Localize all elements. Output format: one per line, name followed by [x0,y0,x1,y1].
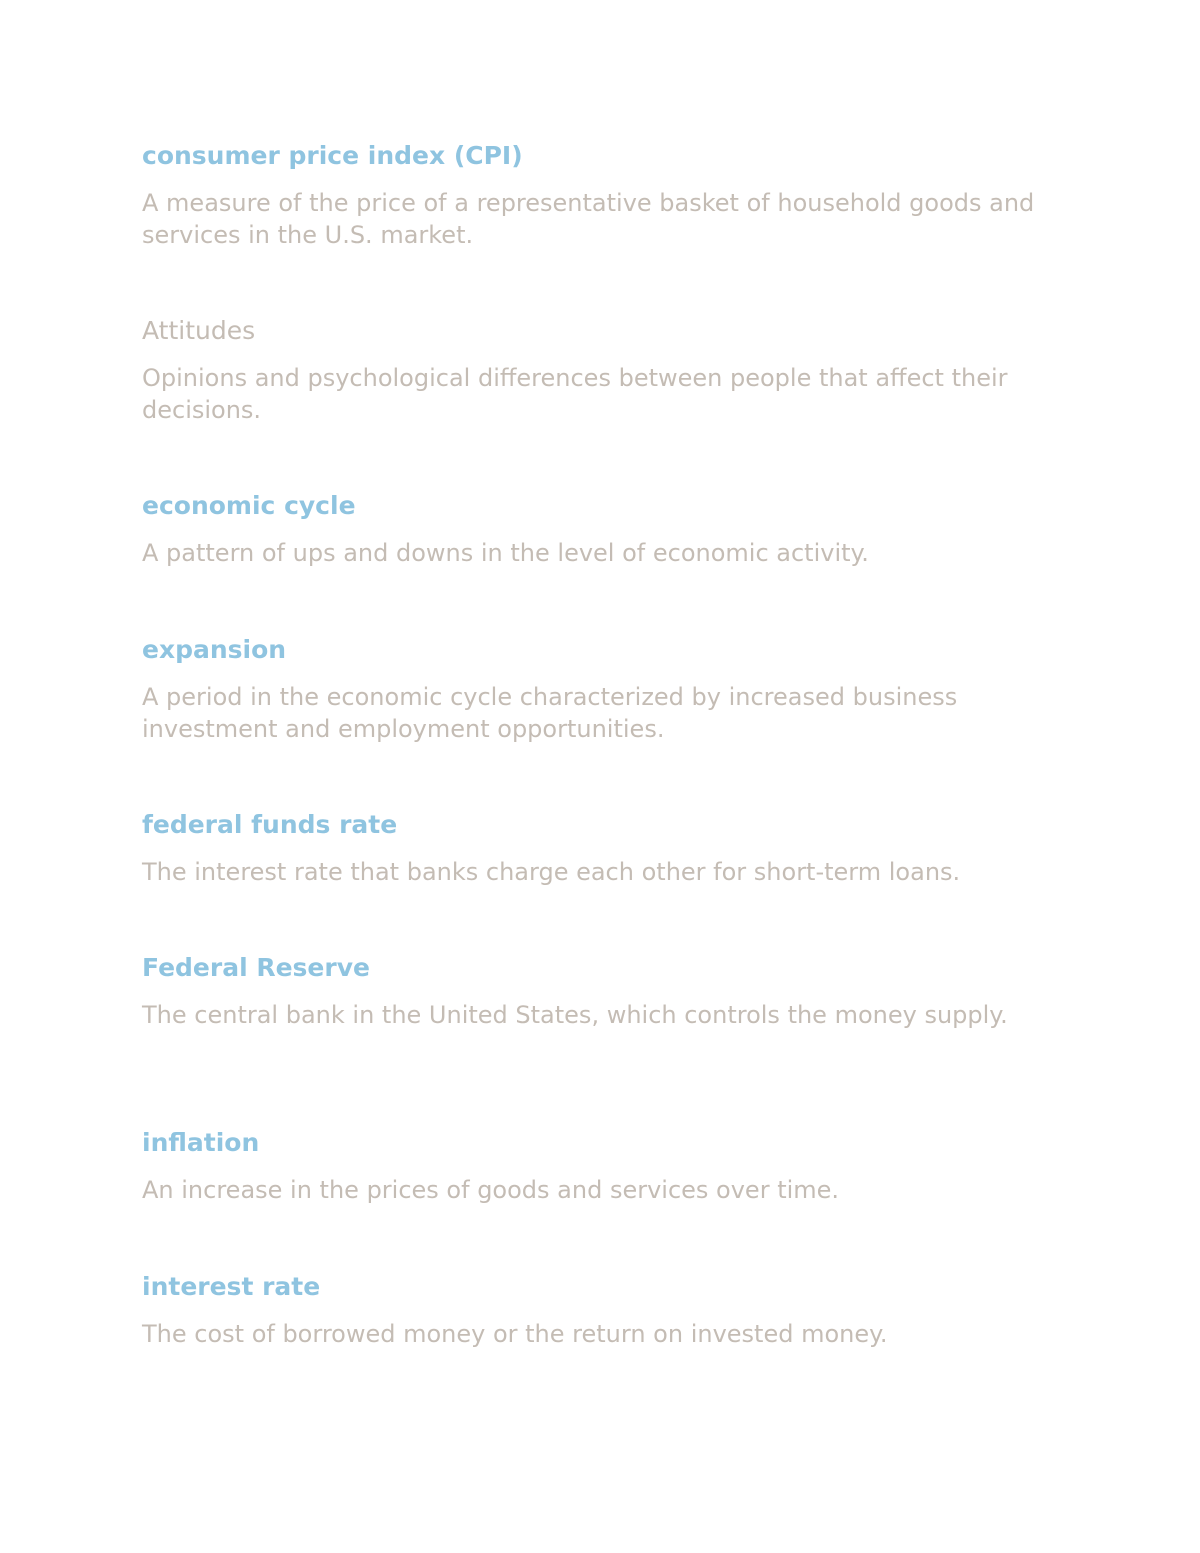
glossary-entry [142,809,1062,888]
glossary-term: economic cycle [142,491,356,520]
glossary-entry [142,1127,1062,1206]
glossary-entry [142,634,1062,745]
glossary-term: Federal Reserve [142,953,370,982]
glossary-definition: The cost of borrowed money or the return on invested money. [142,1320,888,1348]
glossary-definition: The interest rate that banks charge each other for short-term loans. [142,858,961,886]
glossary-entry [142,315,1062,426]
glossary-entry [142,1271,1062,1350]
glossary-term: interest rate [142,1272,321,1301]
glossary-term: Attitudes [142,316,256,345]
glossary-definition: The central bank in the United States, which controls the money supply. [142,1001,1008,1029]
glossary-definition: Opinions and psychological differences between people that affect their decisions. [142,364,1008,424]
glossary-definition: A pattern of ups and downs in the level of economic activity. [142,539,869,567]
glossary-definition: An increase in the prices of goods and services over time. [142,1176,840,1204]
glossary-entry [142,490,1062,569]
glossary-entry [142,952,1062,1031]
glossary-definition: A measure of the price of a representative basket of household goods and services in the U.S. market. [142,189,1035,249]
glossary-definition: A period in the economic cycle characterized by increased business investment and employment opportunities. [142,683,958,743]
glossary-term: inflation [142,1128,260,1157]
glossary-entry [142,140,1062,251]
glossary-term: federal funds rate [142,810,398,839]
glossary-term: consumer price index (CPI) [142,141,523,170]
glossary-term: expansion [142,635,287,664]
